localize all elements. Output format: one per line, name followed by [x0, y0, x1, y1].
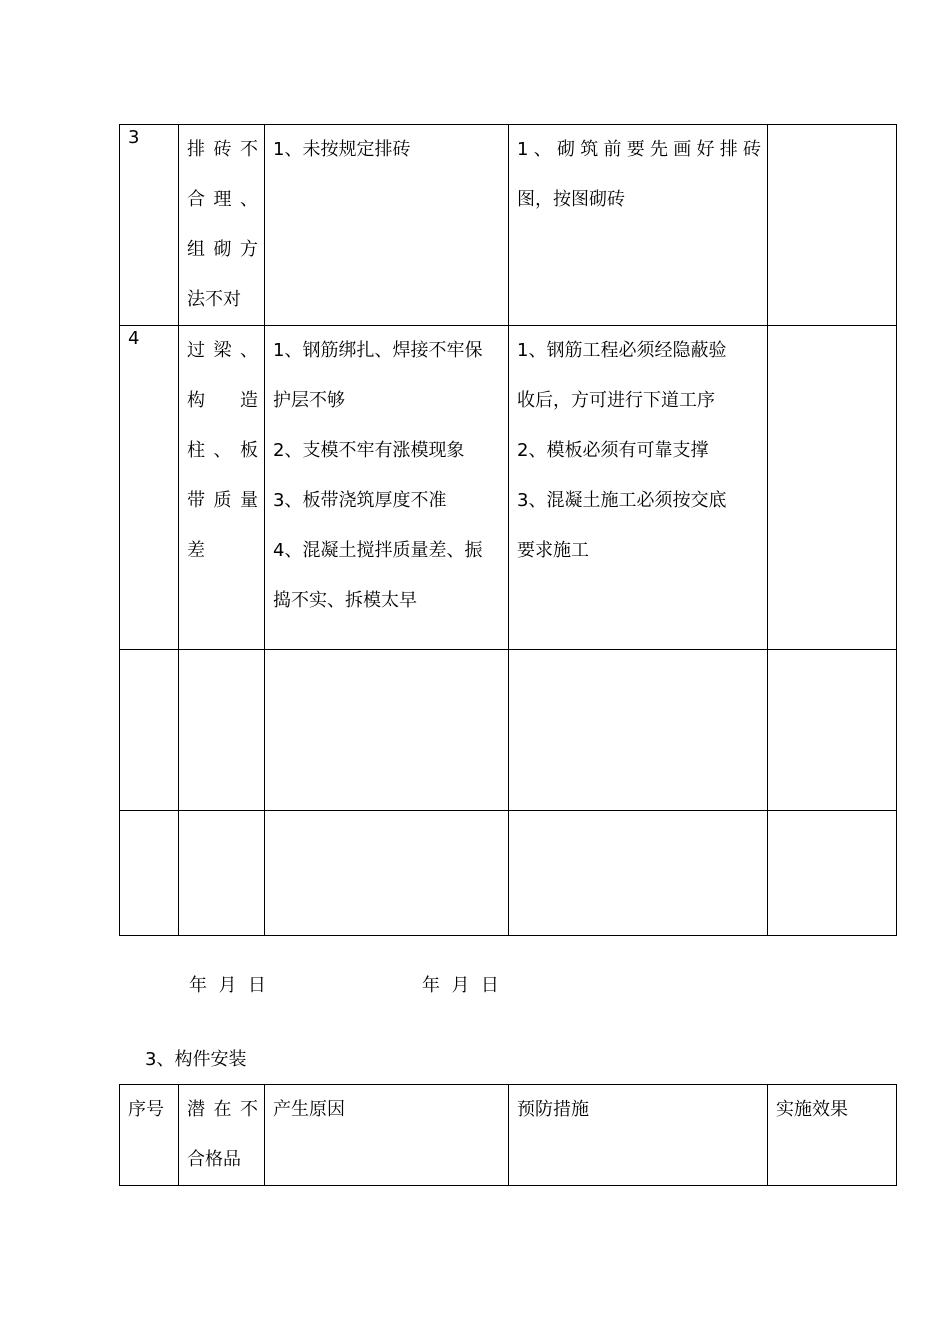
cause-line: 3、板带浇筑厚度不准 — [273, 490, 447, 511]
item-line: 合理、 — [187, 189, 258, 210]
table-row — [120, 326, 897, 650]
date-day: 日 — [480, 975, 499, 996]
cause-line: 4、混凝土搅拌质量差、振 — [273, 540, 483, 561]
header-effect-label: 实施效果 — [776, 1099, 848, 1120]
cause-line: 1、钢筋绑扎、焊接不牢保 — [273, 340, 483, 361]
table-row — [120, 650, 897, 811]
empty-cell — [768, 650, 897, 811]
measure-line: 1、砌筑前要先画好排砖 — [517, 139, 761, 160]
header-measure — [509, 1085, 768, 1186]
header-cause — [265, 1085, 509, 1186]
effect-cell — [768, 125, 897, 326]
item-line: 排砖不 — [187, 139, 258, 160]
measure-line: 图，按图砌砖 — [517, 189, 625, 210]
empty-cell — [265, 811, 509, 936]
item-cell — [179, 125, 265, 326]
header-measure-label: 预防措施 — [517, 1099, 589, 1120]
date-day: 日 — [247, 975, 266, 996]
item-line: 过梁、 — [187, 340, 258, 361]
item-line: 组砌方 — [187, 239, 258, 260]
empty-cell — [179, 650, 265, 811]
cause-line: 2、支模不牢有涨模现象 — [273, 440, 465, 461]
row-number: 4 — [128, 328, 140, 349]
cause-line: 1、未按规定排砖 — [273, 139, 411, 160]
date-month: 月 — [218, 975, 237, 996]
empty-cell — [120, 811, 179, 936]
empty-cell — [265, 650, 509, 811]
measure-line: 收后，方可进行下道工序 — [517, 390, 715, 411]
date-month: 月 — [451, 975, 470, 996]
empty-cell — [179, 811, 265, 936]
section-title: 3、构件安装 — [145, 1049, 247, 1070]
cause-cell — [265, 125, 509, 326]
item-line: 法不对 — [187, 289, 241, 310]
empty-cell — [768, 811, 897, 936]
header-no — [120, 1085, 179, 1186]
row-number-cell — [120, 326, 179, 650]
cause-cell — [265, 326, 509, 650]
lower-table — [119, 1084, 897, 1186]
empty-cell — [509, 650, 768, 811]
measure-line: 1、钢筋工程必须经隐蔽验 — [517, 340, 727, 361]
row-number-cell — [120, 125, 179, 326]
date-year: 年 — [189, 975, 207, 996]
cause-line: 捣不实、拆模太早 — [273, 590, 417, 611]
effect-cell — [768, 326, 897, 650]
header-item-line: 合格品 — [187, 1149, 241, 1170]
measure-cell — [509, 326, 768, 650]
table-row — [120, 125, 897, 326]
item-line: 带质量 — [187, 490, 258, 511]
item-line: 构 造 — [187, 390, 258, 411]
item-cell — [179, 326, 265, 650]
table-row — [120, 811, 897, 936]
header-cause-label: 产生原因 — [273, 1099, 345, 1120]
measure-cell — [509, 125, 768, 326]
header-no-label: 序号 — [128, 1099, 164, 1120]
date-year: 年 — [422, 975, 440, 996]
header-item-line: 潜在不 — [187, 1099, 258, 1120]
upper-table — [119, 124, 897, 936]
header-row — [120, 1085, 897, 1186]
item-line: 差 — [187, 540, 205, 561]
header-effect — [768, 1085, 897, 1186]
row-number: 3 — [128, 127, 140, 148]
date-second — [422, 970, 499, 1002]
cause-line: 护层不够 — [273, 390, 345, 411]
measure-line: 2、模板必须有可靠支撑 — [517, 440, 709, 461]
empty-cell — [509, 811, 768, 936]
header-item — [179, 1085, 265, 1186]
date-row — [0, 970, 950, 1002]
item-line: 柱、板 — [187, 440, 258, 461]
date-first — [189, 970, 266, 1002]
measure-line: 3、混凝土施工必须按交底 — [517, 490, 727, 511]
measure-line: 要求施工 — [517, 540, 589, 561]
empty-cell — [120, 650, 179, 811]
